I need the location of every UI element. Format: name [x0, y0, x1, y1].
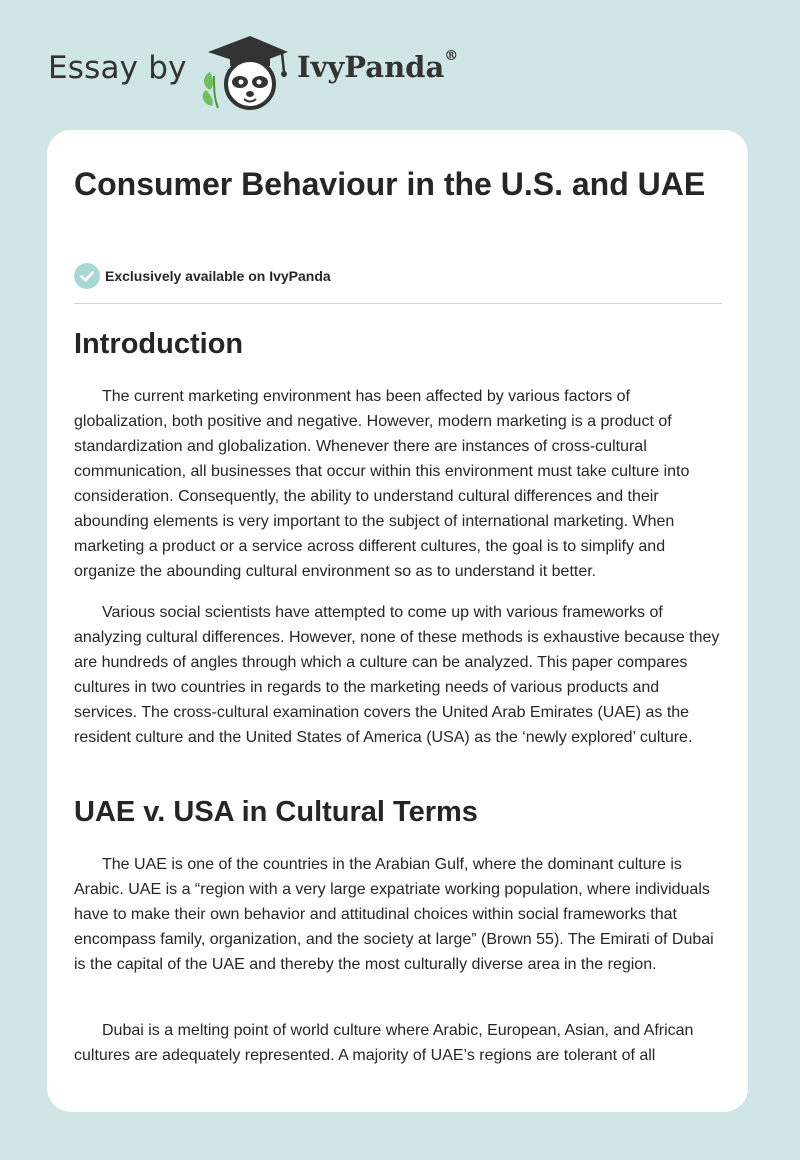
brand-name: [297, 50, 458, 84]
exclusive-badge: [74, 263, 331, 289]
section-heading-cultural-terms: UAE v. USA in Cultural Terms: [74, 796, 478, 828]
divider: [74, 303, 722, 304]
article-card: [47, 130, 748, 1112]
panda-graduate-logo-icon: [200, 32, 292, 112]
badge-text: Exclusively available on IvyPanda: [105, 268, 331, 284]
article-title: Consumer Behaviour in the U.S. and UAE: [74, 166, 706, 202]
section-heading-introduction: Introduction: [74, 328, 244, 360]
paragraph: The UAE is one of the countries in the Arabian Gulf, where the dominant culture is Arabic. UAE is a “region with a very large expatriate working population, where individuals have to make their own behavior and attitudinal choices within social frameworks that encompass family, organization, and the society at large” (Brown 55). The Emirati of Dubai is the capital of the UAE and thereby the most culturally diverse area in the region.: [74, 856, 714, 973]
brand-name-text: IvyPanda: [297, 50, 445, 84]
registered-mark: ®: [444, 48, 459, 64]
brand-header[interactable]: [48, 28, 508, 112]
paragraph: The current marketing environment has been affected by various factors of globalization, both positive and negative. However, modern marketing is a product of standardization and globalization. Whenever there are instances of cross-cultural communication, all businesses that occur within this environment must take culture into consideration. Consequently, the ability to understand cultural differences and their abounding elements is very important to the subject of international marketing. When marketing a product or a service across different cultures, the goal is to simplify and organize the abounding cultural environment so as to understand it better.: [74, 388, 690, 580]
paragraph: Dubai is a melting point of world culture where Arabic, European, Asian, and African cultures are adequately represented. A majority of UAE’s regions are tolerant of all: [74, 1022, 694, 1064]
brand-prefix: Essay by: [48, 50, 187, 86]
paragraph: Various social scientists have attempted to come up with various frameworks of analyzing cultural differences. However, none of these methods is exhaustive because they are hundreds of angles through which a culture can be analyzed. This paper compares cultures in two countries in regards to the marketing needs of various products and services. The cross-cultural examination covers the United Arab Emirates (UAE) as the resident culture and the United States of America (USA) as the ‘newly explored’ culture.: [74, 604, 720, 746]
check-circle-icon: [74, 263, 100, 289]
